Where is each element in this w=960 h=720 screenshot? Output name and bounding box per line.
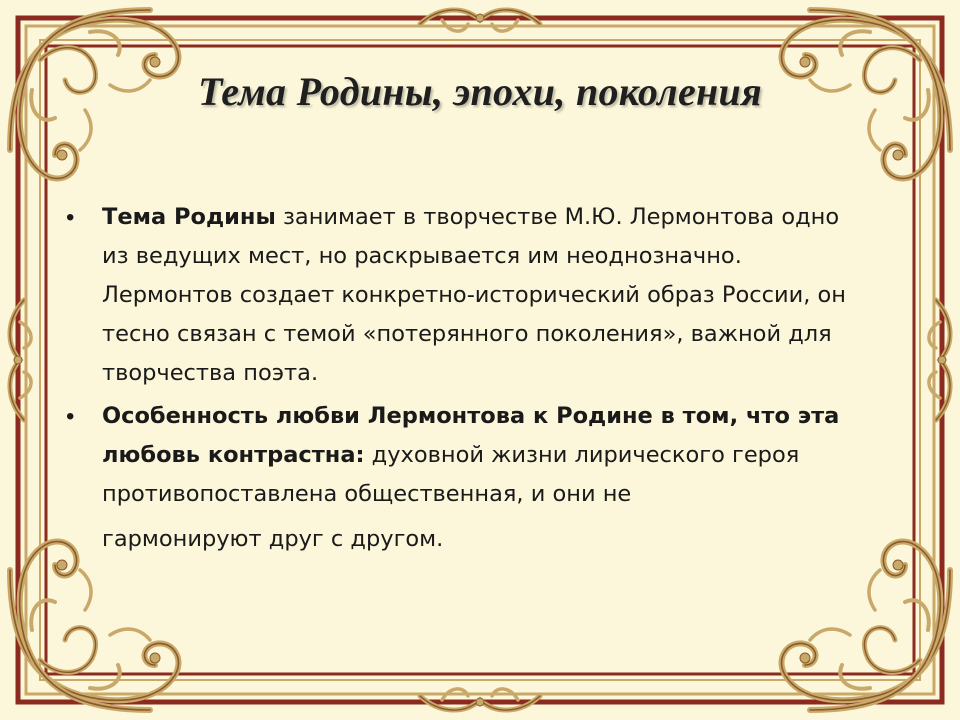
bullet-2-bold: Особенность любви Лермонтова к Родине в том, что эта любовь контрастна: (102, 403, 840, 468)
bullet-item-1 (66, 198, 866, 393)
bullet-icon: • (66, 204, 75, 231)
bullet-2-text: духовной жизни лирического героя противопоставлена общественная, и они не (102, 442, 800, 507)
bullet-1-text: занимает в творчестве М.Ю. Лермонтова одно из ведущих мест, но раскрывается им неоднозначно. Лермонтов создает конкретно-исторический образ России, он тесно связан с темой «потерянного поколения», важной для творчества поэта. (102, 204, 847, 386)
bullet-1-bold: Тема Родины (102, 204, 276, 230)
bullet-2-text-end: гармонируют друг с другом. (102, 526, 444, 552)
slide-title: Тема Родины, эпохи, поколения (198, 69, 762, 114)
bullet-item-2 (66, 397, 866, 559)
bullet-icon: • (66, 403, 75, 430)
slide-content (66, 198, 866, 563)
